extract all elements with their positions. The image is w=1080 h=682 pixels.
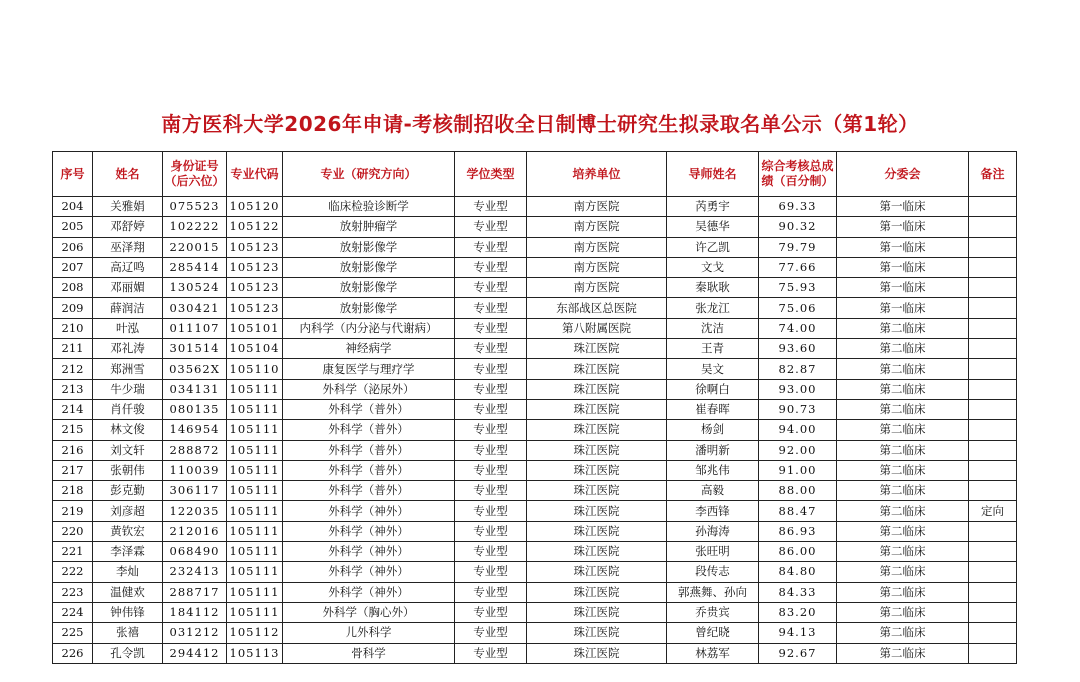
cell-major-code: 105123	[227, 278, 283, 298]
table-row	[53, 359, 1017, 379]
cell-name: 牛少瑞	[93, 379, 163, 399]
cell-major: 外科学（普外）	[283, 420, 455, 440]
cell-id-last6: 080135	[163, 399, 227, 419]
table-row	[53, 562, 1017, 582]
cell-supervisor: 曾纪晓	[667, 623, 759, 643]
cell-id-last6: 130524	[163, 278, 227, 298]
cell-name: 李泽霖	[93, 542, 163, 562]
cell-unit: 珠江医院	[527, 562, 667, 582]
cell-seq: 214	[53, 399, 93, 419]
cell-score: 79.79	[759, 237, 837, 257]
cell-seq: 206	[53, 237, 93, 257]
cell-remark: 定向	[969, 501, 1017, 521]
cell-unit: 南方医院	[527, 217, 667, 237]
cell-major: 内科学（内分泌与代谢病）	[283, 318, 455, 338]
cell-score: 93.00	[759, 379, 837, 399]
cell-degree-type: 专业型	[455, 521, 527, 541]
table-row	[53, 602, 1017, 622]
cell-score: 84.80	[759, 562, 837, 582]
cell-degree-type: 专业型	[455, 420, 527, 440]
cell-unit: 珠江医院	[527, 643, 667, 663]
cell-major: 放射肿瘤学	[283, 217, 455, 237]
cell-supervisor: 王青	[667, 339, 759, 359]
header-unit: 培养单位	[527, 152, 667, 197]
cell-seq: 221	[53, 542, 93, 562]
cell-committee: 第二临床	[837, 582, 969, 602]
cell-seq: 220	[53, 521, 93, 541]
cell-id-last6: 285414	[163, 257, 227, 277]
cell-remark	[969, 542, 1017, 562]
cell-supervisor: 文戈	[667, 257, 759, 277]
cell-name: 林文俊	[93, 420, 163, 440]
cell-score: 86.00	[759, 542, 837, 562]
cell-remark	[969, 420, 1017, 440]
cell-degree-type: 专业型	[455, 643, 527, 663]
cell-major-code: 105104	[227, 339, 283, 359]
table-row	[53, 521, 1017, 541]
table-row	[53, 542, 1017, 562]
cell-score: 88.00	[759, 481, 837, 501]
cell-remark	[969, 521, 1017, 541]
cell-major: 外科学（普外）	[283, 440, 455, 460]
cell-unit: 南方医院	[527, 278, 667, 298]
table-row	[53, 643, 1017, 663]
cell-major-code: 105111	[227, 582, 283, 602]
table-row	[53, 318, 1017, 338]
cell-unit: 南方医院	[527, 257, 667, 277]
cell-seq: 224	[53, 602, 93, 622]
cell-degree-type: 专业型	[455, 623, 527, 643]
cell-seq: 211	[53, 339, 93, 359]
cell-committee: 第二临床	[837, 521, 969, 541]
cell-supervisor: 杨剑	[667, 420, 759, 440]
cell-supervisor: 郭燕舞、孙向	[667, 582, 759, 602]
cell-remark	[969, 298, 1017, 318]
cell-major-code: 105111	[227, 460, 283, 480]
cell-name: 刘文轩	[93, 440, 163, 460]
header-degree-type: 学位类型	[455, 152, 527, 197]
header-major: 专业（研究方向）	[283, 152, 455, 197]
cell-score: 69.33	[759, 197, 837, 217]
cell-supervisor: 秦耿耿	[667, 278, 759, 298]
cell-unit: 珠江医院	[527, 602, 667, 622]
header-supervisor: 导师姓名	[667, 152, 759, 197]
cell-major-code: 105111	[227, 481, 283, 501]
cell-remark	[969, 197, 1017, 217]
cell-degree-type: 专业型	[455, 460, 527, 480]
table-row	[53, 197, 1017, 217]
cell-score: 88.47	[759, 501, 837, 521]
table-row	[53, 257, 1017, 277]
table-header-row	[53, 152, 1017, 197]
cell-score: 90.73	[759, 399, 837, 419]
cell-degree-type: 专业型	[455, 399, 527, 419]
cell-score: 92.67	[759, 643, 837, 663]
cell-score: 82.87	[759, 359, 837, 379]
cell-committee: 第二临床	[837, 339, 969, 359]
cell-id-last6: 03562X	[163, 359, 227, 379]
cell-major: 外科学（神外）	[283, 542, 455, 562]
cell-degree-type: 专业型	[455, 602, 527, 622]
cell-remark	[969, 460, 1017, 480]
table-row	[53, 339, 1017, 359]
cell-major-code: 105112	[227, 623, 283, 643]
cell-name: 关雅娟	[93, 197, 163, 217]
header-committee: 分委会	[837, 152, 969, 197]
cell-remark	[969, 440, 1017, 460]
cell-seq: 213	[53, 379, 93, 399]
table-row	[53, 440, 1017, 460]
cell-committee: 第二临床	[837, 562, 969, 582]
cell-score: 86.93	[759, 521, 837, 541]
cell-supervisor: 张龙江	[667, 298, 759, 318]
cell-major: 骨科学	[283, 643, 455, 663]
cell-committee: 第一临床	[837, 298, 969, 318]
cell-id-last6: 301514	[163, 339, 227, 359]
cell-seq: 210	[53, 318, 93, 338]
cell-seq: 207	[53, 257, 93, 277]
cell-name: 孔令凯	[93, 643, 163, 663]
cell-committee: 第一临床	[837, 217, 969, 237]
cell-committee: 第二临床	[837, 460, 969, 480]
cell-id-last6: 306117	[163, 481, 227, 501]
cell-name: 钟伟锋	[93, 602, 163, 622]
cell-score: 94.00	[759, 420, 837, 440]
cell-committee: 第一临床	[837, 237, 969, 257]
cell-major: 外科学（神外）	[283, 521, 455, 541]
cell-unit: 东部战区总医院	[527, 298, 667, 318]
cell-supervisor: 许乙凯	[667, 237, 759, 257]
cell-id-last6: 184112	[163, 602, 227, 622]
cell-committee: 第二临床	[837, 440, 969, 460]
cell-unit: 珠江医院	[527, 481, 667, 501]
header-major-code: 专业代码	[227, 152, 283, 197]
cell-supervisor: 乔贵宾	[667, 602, 759, 622]
cell-committee: 第二临床	[837, 318, 969, 338]
cell-id-last6: 232413	[163, 562, 227, 582]
cell-name: 邓礼涛	[93, 339, 163, 359]
cell-score: 75.93	[759, 278, 837, 298]
cell-unit: 珠江医院	[527, 420, 667, 440]
cell-unit: 珠江医院	[527, 542, 667, 562]
cell-seq: 217	[53, 460, 93, 480]
cell-id-last6: 146954	[163, 420, 227, 440]
cell-name: 叶泓	[93, 318, 163, 338]
cell-supervisor: 段传志	[667, 562, 759, 582]
cell-committee: 第二临床	[837, 501, 969, 521]
cell-supervisor: 高毅	[667, 481, 759, 501]
cell-supervisor: 崔春晖	[667, 399, 759, 419]
cell-id-last6: 288872	[163, 440, 227, 460]
cell-name: 温健欢	[93, 582, 163, 602]
cell-remark	[969, 623, 1017, 643]
cell-score: 75.06	[759, 298, 837, 318]
cell-major: 外科学（普外）	[283, 399, 455, 419]
cell-score: 92.00	[759, 440, 837, 460]
cell-id-last6: 212016	[163, 521, 227, 541]
cell-major: 外科学（泌尿外）	[283, 379, 455, 399]
header-score: 综合考核总成绩（百分制）	[759, 152, 837, 197]
cell-major-code: 105111	[227, 602, 283, 622]
cell-score: 91.00	[759, 460, 837, 480]
table-row	[53, 481, 1017, 501]
cell-degree-type: 专业型	[455, 440, 527, 460]
cell-degree-type: 专业型	[455, 237, 527, 257]
cell-degree-type: 专业型	[455, 501, 527, 521]
cell-unit: 珠江医院	[527, 440, 667, 460]
cell-score: 83.20	[759, 602, 837, 622]
cell-seq: 219	[53, 501, 93, 521]
header-name: 姓名	[93, 152, 163, 197]
cell-remark	[969, 217, 1017, 237]
cell-major: 临床检验诊断学	[283, 197, 455, 217]
cell-remark	[969, 643, 1017, 663]
cell-score: 90.32	[759, 217, 837, 237]
table-row	[53, 379, 1017, 399]
cell-major: 放射影像学	[283, 237, 455, 257]
cell-remark	[969, 318, 1017, 338]
cell-supervisor: 徐啊白	[667, 379, 759, 399]
cell-seq: 222	[53, 562, 93, 582]
cell-supervisor: 吴德华	[667, 217, 759, 237]
cell-name: 黄钦宏	[93, 521, 163, 541]
table-row	[53, 298, 1017, 318]
cell-name: 张朝伟	[93, 460, 163, 480]
cell-remark	[969, 278, 1017, 298]
cell-major-code: 105120	[227, 197, 283, 217]
cell-supervisor: 李西锋	[667, 501, 759, 521]
cell-score: 94.13	[759, 623, 837, 643]
cell-major-code: 105111	[227, 542, 283, 562]
cell-supervisor: 邹兆伟	[667, 460, 759, 480]
table-row	[53, 501, 1017, 521]
cell-committee: 第二临床	[837, 420, 969, 440]
cell-unit: 珠江医院	[527, 501, 667, 521]
cell-degree-type: 专业型	[455, 359, 527, 379]
cell-degree-type: 专业型	[455, 582, 527, 602]
cell-id-last6: 075523	[163, 197, 227, 217]
cell-unit: 珠江医院	[527, 521, 667, 541]
cell-seq: 225	[53, 623, 93, 643]
cell-major: 放射影像学	[283, 278, 455, 298]
admission-list-table	[52, 151, 1017, 664]
cell-degree-type: 专业型	[455, 318, 527, 338]
cell-score: 74.00	[759, 318, 837, 338]
cell-major-code: 105111	[227, 379, 283, 399]
table-row	[53, 582, 1017, 602]
cell-major-code: 105123	[227, 237, 283, 257]
document-title: 南方医科大学2026年申请-考核制招收全日制博士研究生拟录取名单公示（第1轮）	[161, 112, 919, 136]
cell-name: 巫泽翔	[93, 237, 163, 257]
cell-seq: 216	[53, 440, 93, 460]
cell-unit: 珠江医院	[527, 582, 667, 602]
cell-unit: 南方医院	[527, 197, 667, 217]
cell-supervisor: 孙海涛	[667, 521, 759, 541]
table-body	[53, 197, 1017, 664]
cell-id-last6: 220015	[163, 237, 227, 257]
cell-seq: 205	[53, 217, 93, 237]
cell-major-code: 105111	[227, 440, 283, 460]
cell-remark	[969, 481, 1017, 501]
table-row	[53, 278, 1017, 298]
cell-id-last6: 288717	[163, 582, 227, 602]
table-row	[53, 420, 1017, 440]
cell-major-code: 105101	[227, 318, 283, 338]
cell-unit: 珠江医院	[527, 359, 667, 379]
cell-remark	[969, 602, 1017, 622]
cell-degree-type: 专业型	[455, 278, 527, 298]
cell-unit: 南方医院	[527, 237, 667, 257]
cell-supervisor: 张旺明	[667, 542, 759, 562]
table-row	[53, 460, 1017, 480]
cell-major-code: 105111	[227, 562, 283, 582]
cell-committee: 第二临床	[837, 481, 969, 501]
cell-committee: 第一临床	[837, 278, 969, 298]
cell-major: 放射影像学	[283, 257, 455, 277]
cell-committee: 第二临床	[837, 643, 969, 663]
cell-remark	[969, 379, 1017, 399]
cell-id-last6: 102222	[163, 217, 227, 237]
cell-unit: 珠江医院	[527, 379, 667, 399]
cell-id-last6: 031212	[163, 623, 227, 643]
cell-name: 张禧	[93, 623, 163, 643]
cell-committee: 第二临床	[837, 379, 969, 399]
cell-degree-type: 专业型	[455, 542, 527, 562]
cell-id-last6: 294412	[163, 643, 227, 663]
cell-major: 放射影像学	[283, 298, 455, 318]
cell-supervisor: 吴文	[667, 359, 759, 379]
cell-name: 彭克勤	[93, 481, 163, 501]
cell-degree-type: 专业型	[455, 481, 527, 501]
cell-major-code: 105111	[227, 521, 283, 541]
cell-seq: 215	[53, 420, 93, 440]
cell-remark	[969, 359, 1017, 379]
cell-remark	[969, 399, 1017, 419]
cell-score: 93.60	[759, 339, 837, 359]
cell-supervisor: 潘明新	[667, 440, 759, 460]
cell-degree-type: 专业型	[455, 257, 527, 277]
cell-name: 郑洲雪	[93, 359, 163, 379]
cell-seq: 212	[53, 359, 93, 379]
cell-name: 李灿	[93, 562, 163, 582]
cell-unit: 珠江医院	[527, 339, 667, 359]
cell-name: 肖仟骏	[93, 399, 163, 419]
cell-id-last6: 122035	[163, 501, 227, 521]
table-row	[53, 217, 1017, 237]
cell-major-code: 105111	[227, 501, 283, 521]
cell-id-last6: 011107	[163, 318, 227, 338]
cell-seq: 208	[53, 278, 93, 298]
cell-major: 外科学（普外）	[283, 460, 455, 480]
cell-remark	[969, 582, 1017, 602]
cell-unit: 珠江医院	[527, 399, 667, 419]
cell-name: 薛润洁	[93, 298, 163, 318]
cell-unit: 珠江医院	[527, 623, 667, 643]
cell-degree-type: 专业型	[455, 339, 527, 359]
cell-name: 高辽鸣	[93, 257, 163, 277]
cell-id-last6: 068490	[163, 542, 227, 562]
cell-major: 外科学（普外）	[283, 481, 455, 501]
cell-remark	[969, 562, 1017, 582]
cell-degree-type: 专业型	[455, 217, 527, 237]
cell-name: 邓丽媚	[93, 278, 163, 298]
cell-remark	[969, 339, 1017, 359]
cell-committee: 第二临床	[837, 399, 969, 419]
cell-major-code: 105111	[227, 420, 283, 440]
header-id-last6: 身份证号（后六位）	[163, 152, 227, 197]
cell-degree-type: 专业型	[455, 562, 527, 582]
cell-committee: 第一临床	[837, 197, 969, 217]
cell-committee: 第一临床	[837, 257, 969, 277]
cell-seq: 226	[53, 643, 93, 663]
cell-name: 刘彦超	[93, 501, 163, 521]
cell-remark	[969, 257, 1017, 277]
cell-seq: 204	[53, 197, 93, 217]
cell-seq: 223	[53, 582, 93, 602]
cell-score: 84.33	[759, 582, 837, 602]
cell-major-code: 105113	[227, 643, 283, 663]
cell-committee: 第二临床	[837, 542, 969, 562]
cell-major: 外科学（神外）	[283, 501, 455, 521]
cell-major: 康复医学与理疗学	[283, 359, 455, 379]
cell-committee: 第二临床	[837, 623, 969, 643]
cell-major: 外科学（神外）	[283, 562, 455, 582]
cell-degree-type: 专业型	[455, 379, 527, 399]
cell-id-last6: 110039	[163, 460, 227, 480]
cell-committee: 第二临床	[837, 602, 969, 622]
cell-score: 77.66	[759, 257, 837, 277]
cell-supervisor: 林荔军	[667, 643, 759, 663]
cell-major-code: 105111	[227, 399, 283, 419]
cell-supervisor: 沈洁	[667, 318, 759, 338]
cell-id-last6: 034131	[163, 379, 227, 399]
cell-degree-type: 专业型	[455, 197, 527, 217]
cell-seq: 218	[53, 481, 93, 501]
table-row	[53, 623, 1017, 643]
cell-major: 外科学（神外）	[283, 582, 455, 602]
cell-remark	[969, 237, 1017, 257]
cell-major: 外科学（胸心外）	[283, 602, 455, 622]
table-row	[53, 399, 1017, 419]
cell-unit: 第八附属医院	[527, 318, 667, 338]
cell-id-last6: 030421	[163, 298, 227, 318]
cell-supervisor: 芮勇宇	[667, 197, 759, 217]
header-remark: 备注	[969, 152, 1017, 197]
header-seq: 序号	[53, 152, 93, 197]
cell-seq: 209	[53, 298, 93, 318]
cell-unit: 珠江医院	[527, 460, 667, 480]
cell-major: 神经病学	[283, 339, 455, 359]
cell-major: 儿外科学	[283, 623, 455, 643]
cell-major-code: 105123	[227, 298, 283, 318]
cell-major-code: 105110	[227, 359, 283, 379]
cell-name: 邓舒婷	[93, 217, 163, 237]
cell-major-code: 105122	[227, 217, 283, 237]
table-row	[53, 237, 1017, 257]
cell-committee: 第二临床	[837, 359, 969, 379]
cell-major-code: 105123	[227, 257, 283, 277]
cell-degree-type: 专业型	[455, 298, 527, 318]
